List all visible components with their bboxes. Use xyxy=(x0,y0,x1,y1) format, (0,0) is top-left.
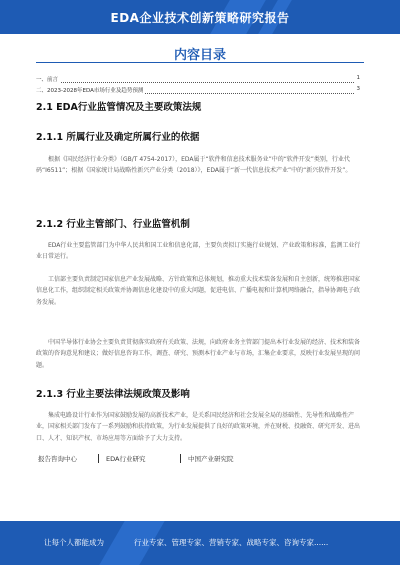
footer-link-separator xyxy=(180,454,181,463)
footer-link[interactable]: 报告咨询中心 xyxy=(38,455,77,463)
toc-item-page: 1 xyxy=(356,75,360,81)
toc-item[interactable] xyxy=(36,86,360,95)
toc-item-page: 3 xyxy=(356,86,360,92)
toc-item-label: 一、前言 xyxy=(36,77,59,83)
section-heading: 2.1 EDA行业监管情况及主要政策法规 xyxy=(36,102,202,113)
toc-item[interactable] xyxy=(36,75,360,84)
page-footer xyxy=(0,521,400,565)
section-heading: 2.1.1 所属行业及确定所属行业的依据 xyxy=(36,132,200,143)
footer-link[interactable]: EDA行业研究 xyxy=(106,455,146,463)
report-title: EDA企业技术创新策略研究报告 xyxy=(110,11,290,25)
section-heading: 2.1.2 行业主管部门、行业监管机制 xyxy=(36,219,190,230)
section-heading: 2.1.3 行业主要法律法规政策及影响 xyxy=(36,389,190,400)
toc-divider xyxy=(36,62,364,63)
toc-item-label: 二、2023-2028年EDA市场行业及趋势预测 xyxy=(36,88,144,94)
body-paragraph: 中国半导体行业协会主要负责贯彻落实政府有关政策、法规，向政府业务主管部门提出本行业发展的经济、技术和装备政策的咨询意见和建议；做好信息咨询工作，调查、研究、预测本行业产业与市场，汇集企业要求，反映行业发展呈现的问题。 xyxy=(36,339,361,369)
body-paragraph: 集成电路设计行业作为国家鼓励发展的高新技术产业，是关系国民经济和社会发展全局的基础性、先导性和战略性产业，国家相关部门发布了一系列鼓励和扶持政策，为行业发展提供了良好的政策环境，并在财税、投融资、研究开发、进出口、人才、知识产权、市场应用等方面给予了大力支持。 xyxy=(36,412,361,442)
footer-slogan-left: 让每个人都能成为 xyxy=(44,538,104,547)
body-paragraph: 工信部主要负责制定国家信息产业发展战略、方针政策和总体规划，推动重大技术装备发展和自主创新，统筹推进国家信息化工作，组织制定相关政策并协调信息化建设中的重大问题，促进电信、广播电视和计算机网络融合，指导协调电子政务发展。 xyxy=(36,276,361,306)
body-paragraph: 根据《国民经济行业分类》（GB/T 4754-2017），EDA属于“软件和信息技术服务业”中的“软件开发”类别，行业代码“I6511”；根据《国家统计局战略性新兴产业分类（2018）》，EDA属于“新一代信息技术产业”中的“新兴软件开发”。 xyxy=(36,156,352,175)
toc-heading: 内容目录 xyxy=(173,48,226,63)
footer-slogan-right: 行业专家、管理专家、营销专家、战略专家、咨询专家...... xyxy=(134,538,329,547)
page-header xyxy=(0,0,400,34)
body-paragraph: EDA行业主要监管部门为中华人民共和国工业和信息化部，主要负责拟订实施行业规划、产业政策和标准，监测工业行业日常运行。 xyxy=(36,242,361,261)
toc-leader xyxy=(36,82,354,83)
footer-link-separator xyxy=(98,454,99,463)
footer-link[interactable]: 中国产业研究院 xyxy=(188,455,234,463)
